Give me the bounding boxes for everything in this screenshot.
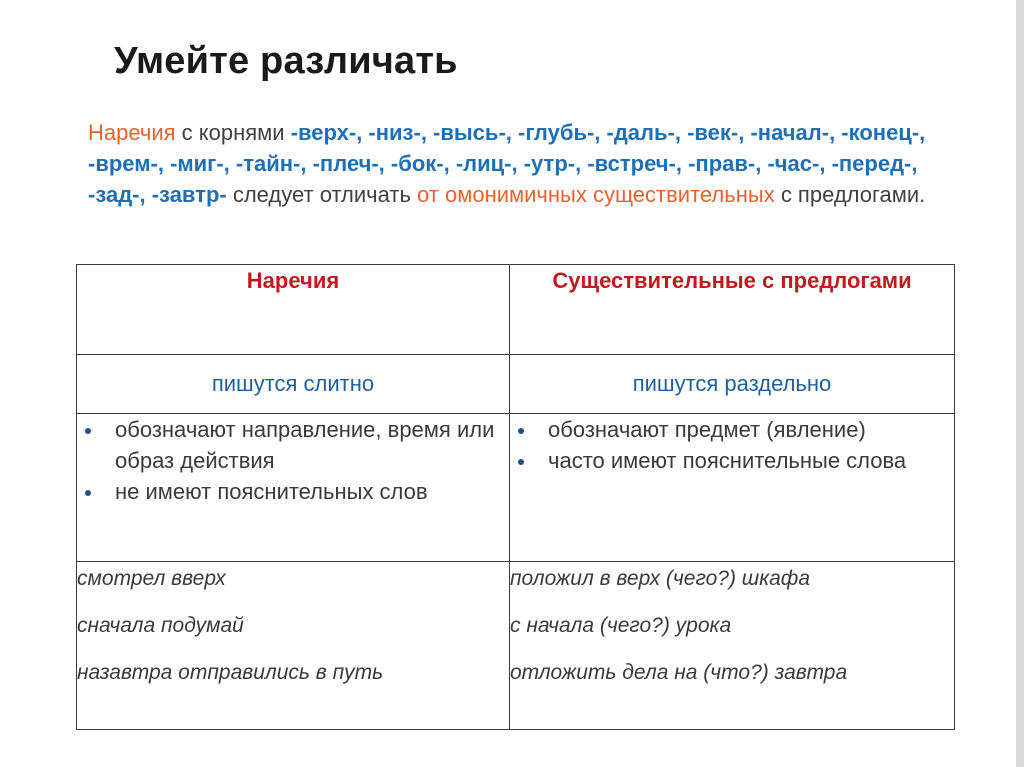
intro-distinguish: следует отличать [226, 182, 418, 207]
examples-nouns [510, 562, 955, 730]
examples-adverbs [77, 562, 510, 730]
intro-paragraph [88, 117, 968, 210]
page-title: Умейте различать [114, 40, 458, 82]
example-item: с начала (чего?) урока [510, 614, 732, 637]
table-header-row [77, 265, 955, 355]
bullet-icon [85, 428, 91, 434]
header-adverbs: Наречия [77, 265, 510, 355]
example-item: положил в верх (чего?) шкафа [510, 567, 811, 590]
bullet-icon [85, 490, 91, 496]
spelling-nouns: пишутся раздельно [510, 355, 955, 414]
features-row [77, 414, 955, 562]
bullet-icon [518, 459, 524, 465]
list-item: часто имеют пояснительные слова [510, 445, 954, 476]
intro-homonymous-nouns: от омонимичных существительных [417, 182, 775, 207]
example-item: сначала подумай [77, 614, 244, 637]
example-item: назавтра отправились в путь [77, 661, 384, 684]
bullet-icon [518, 428, 524, 434]
slide-edge [1016, 0, 1024, 767]
intro-adverbs: Наречия [88, 120, 176, 145]
intro-roots-list: -верх-, -низ-, -высь-, -глубь-, -даль-, -век-, -начал-, -конец-, -врем-, -миг-, -тайн-, -плеч-, -бок-, -лиц-, -утр-, -встреч-, -прав-, -час-, -перед-, -зад-, -завтр- [88, 120, 926, 207]
examples-row [77, 562, 955, 730]
intro-with-prepositions: с предлогами. [774, 182, 926, 207]
example-item: смотрел вверх [77, 567, 226, 590]
list-item: обозначают предмет (явление) [510, 414, 954, 445]
example-item: отложить дела на (что?) завтра [510, 661, 848, 684]
intro-with-roots: с корнями [175, 120, 291, 145]
list-item: не имеют пояснительных слов [77, 476, 509, 507]
features-nouns [510, 414, 955, 562]
spelling-adverbs: пишутся слитно [77, 355, 510, 414]
header-nouns-with-prepositions: Существительные с предлогами [510, 265, 955, 355]
features-adverbs [77, 414, 510, 562]
spelling-row [77, 355, 955, 414]
comparison-table [76, 264, 955, 730]
list-item: обозначают направление, время или образ действия [77, 414, 509, 476]
